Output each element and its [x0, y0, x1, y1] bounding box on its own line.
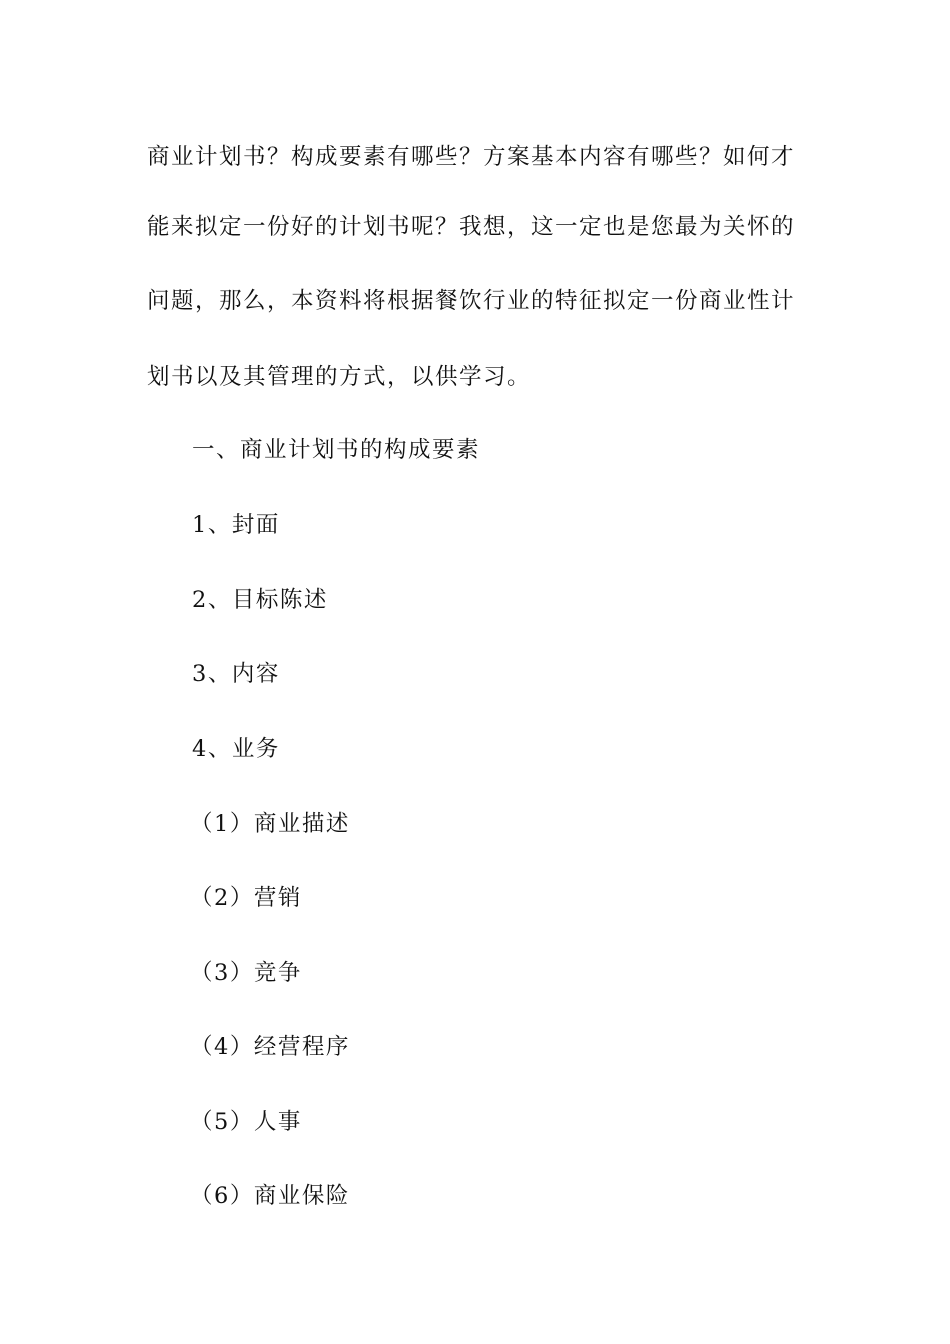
paragraph-line: 能来拟定一份好的计划书呢？我想，这一定也是您最为关怀的 — [147, 214, 796, 240]
list-item: 4、业务 — [192, 736, 280, 762]
list-item: 2、目标陈述 — [192, 587, 328, 613]
sub-list-item: （2）营销 — [190, 885, 302, 911]
sub-list-item: （1）商业描述 — [190, 811, 350, 837]
section-heading: 一、商业计划书的构成要素 — [192, 437, 481, 463]
sub-list-item: （3）竞争 — [190, 960, 302, 986]
paragraph-line: 划书以及其管理的方式，以供学习。 — [147, 364, 532, 390]
sub-list-item: （6）商业保险 — [190, 1183, 350, 1209]
paragraph-line: 问题，那么，本资料将根据餐饮行业的特征拟定一份商业性计 — [147, 288, 796, 314]
list-item: 3、内容 — [192, 661, 280, 687]
sub-list-item: （4）经营程序 — [190, 1034, 350, 1060]
paragraph-line: 商业计划书？构成要素有哪些？方案基本内容有哪些？如何才 — [147, 144, 796, 170]
sub-list-item: （5）人事 — [190, 1109, 302, 1135]
list-item: 1、封面 — [192, 512, 280, 538]
